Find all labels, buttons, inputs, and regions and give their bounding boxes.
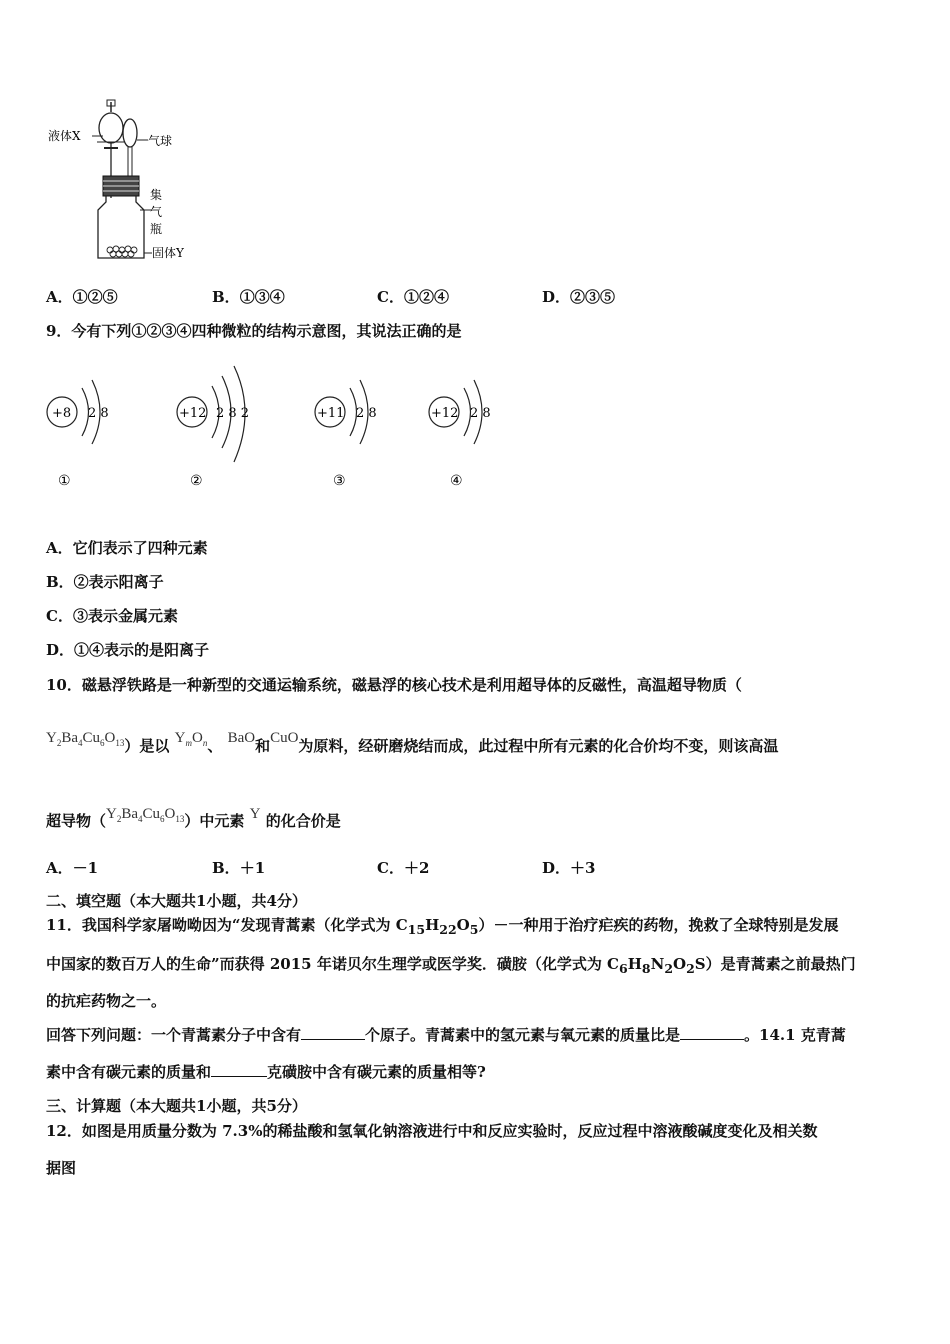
atom-4-nucleus: +12 [431, 406, 459, 421]
label-balloon: 气球 [148, 134, 173, 148]
q11-line-1: 11．我国科学家屠呦呦因为“发现青蒿素（化学式为 $C_{15}H_{22}O_5)-$一种用于治疗疟疾的药物，挽救了全球特别是发展 [46, 916, 839, 937]
q11-line-4: 回答下列问题：一个青蒿素分子中含有 个原子。青蒿素中的氢元素与氧元素的质量比是 。14.1 克青蒿 [46, 1026, 846, 1044]
q12-line-2: 据图 [46, 1159, 77, 1177]
formula-bao: BaO [227, 730, 256, 746]
q9-option-b[interactable]: B．②表示阳离子 [46, 573, 164, 591]
section-3-heading: 三、计算题（本大题共1小题，共5分） [46, 1097, 307, 1115]
atom-diagram-4 [429, 380, 491, 489]
q10-line-2: $Y_2Ba_4Cu_6O_{13}$）是以 $Y_mO_n$、 BaO和CuO为原料，经研磨烧结而成，此过程中所有元素的化合价均不变，则该高温 [46, 730, 779, 755]
q11-blank-3[interactable] [211, 1062, 267, 1077]
q9-option-d[interactable]: D．①④表示的是阳离子 [46, 641, 210, 659]
atom-structure-diagrams [40, 360, 520, 490]
q11-blank-2[interactable] [680, 1025, 744, 1040]
label-bottle-2: 气 [150, 205, 163, 219]
q11-line-5: 素中含有碳元素的质量和 克磺胺中含有碳元素的质量相等? [46, 1063, 486, 1081]
atom-2-shells: 2 8 2 [216, 406, 250, 421]
formula-ybacuo-2: $Y_2Ba_4Cu_6O_{13}$ [106, 806, 185, 824]
q11-blank-1[interactable] [301, 1025, 365, 1040]
atom-1-shells: 2 8 [88, 406, 109, 421]
q12-line-1: 12．如图是用质量分数为 7.3%的稀盐酸和氢氧化钠溶液进行中和反应实验时，反应过程中溶液酸碱度变化及相关数 [46, 1122, 818, 1140]
gas-apparatus-figure [48, 98, 208, 268]
formula-y: Y [249, 806, 261, 822]
q10-option-d[interactable]: D．＋3 [542, 859, 596, 877]
formula-ybacuo: $Y_2Ba_4Cu_6O_{13}$ [46, 730, 125, 748]
q8-option-c[interactable]: C．①②④ [377, 288, 449, 306]
atom-3-nucleus: +11 [317, 406, 345, 421]
atom-2-nucleus: +12 [179, 406, 207, 421]
q11-line-3: 的抗疟药物之一。 [46, 992, 167, 1010]
q11-line-2: 中国家的数百万人的生命”而获得 2015 年诺贝尔生理学或医学奖．磺胺（化学式为 $C_6H_8N_2O_2S$）是青蒿素之前最热门 [46, 955, 856, 976]
atom-3-shells: 2 8 [356, 406, 377, 421]
q8-option-d[interactable]: D．②③⑤ [542, 288, 616, 306]
atom-1-nucleus: +8 [52, 406, 72, 421]
q10-option-c[interactable]: C．＋2 [377, 859, 430, 877]
label-bottle-1: 集 [150, 188, 163, 202]
atom-4-tag: ④ [450, 473, 463, 489]
q9-stem: 9．今有下列①②③④四种微粒的结构示意图，其说法正确的是 [46, 322, 462, 340]
section-2-heading: 二、填空题（本大题共1小题，共4分） [46, 892, 307, 910]
formula-ymon: $Y_mO_n$ [174, 730, 208, 748]
q8-option-b[interactable]: B．①③④ [212, 288, 285, 306]
q8-option-a[interactable]: A．①②⑤ [46, 288, 118, 306]
atom-diagram-1 [47, 380, 109, 489]
q9-option-c[interactable]: C．③表示金属元素 [46, 607, 178, 625]
q10-option-b[interactable]: B．＋1 [212, 859, 266, 877]
label-solid-y: 固体Y [152, 246, 184, 260]
atom-3-tag: ③ [333, 473, 346, 489]
atom-diagram-2 [177, 366, 249, 489]
q10-option-a[interactable]: A．－1 [46, 859, 99, 877]
label-bottle-3: 瓶 [150, 222, 163, 236]
atom-diagram-3 [315, 380, 377, 489]
atom-1-tag: ① [58, 473, 71, 489]
atom-2-tag: ② [190, 473, 203, 489]
q10-line-1: 10．磁悬浮铁路是一种新型的交通运输系统，磁悬浮的核心技术是利用超导体的反磁性，高温超导物质（ [46, 676, 742, 694]
formula-cuo: CuO [270, 730, 299, 746]
q9-option-a[interactable]: A．它们表示了四种元素 [46, 539, 208, 557]
q10-line-3: 超导物$(Y_2Ba_4Cu_6O_{13})$中元素 Y 的化合价是 [46, 806, 341, 830]
label-liquid-x: 液体X [48, 129, 81, 143]
atom-4-shells: 2 8 [470, 406, 491, 421]
